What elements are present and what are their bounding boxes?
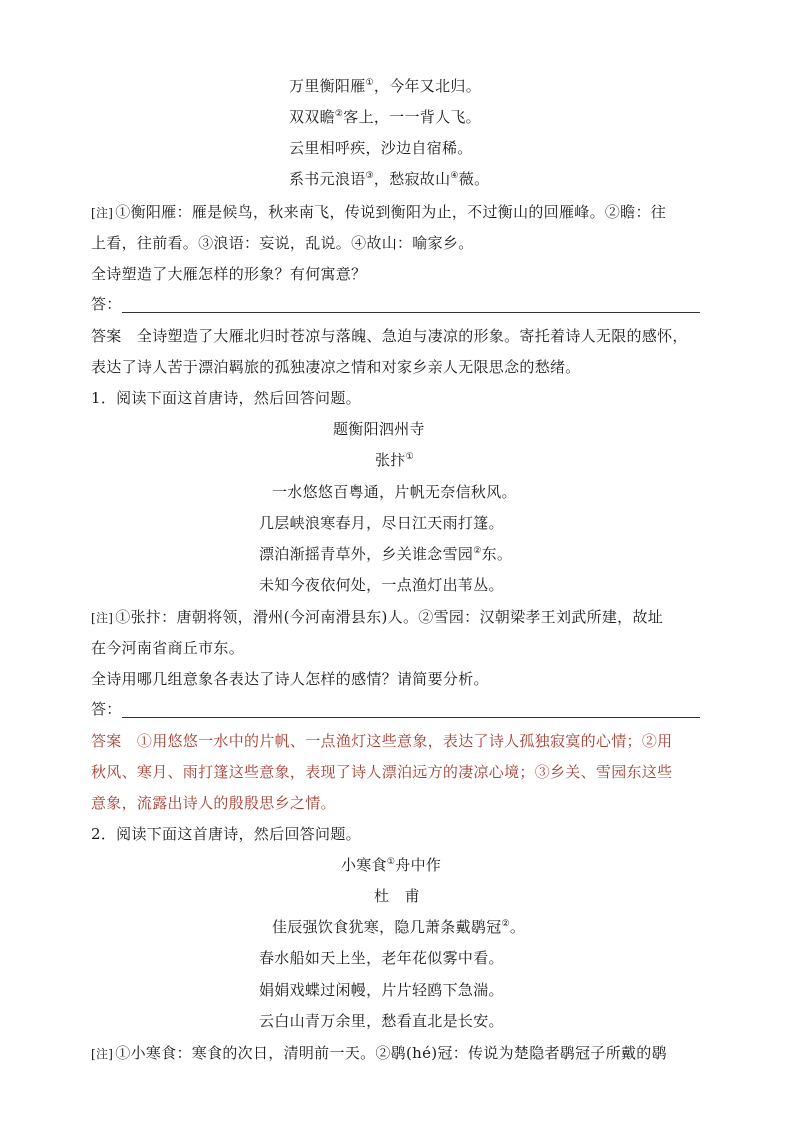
poem1-line-1: 万里衡阳雁①，今年又北归。	[289, 77, 481, 95]
poem1-line-4: 系书元浪语③，愁寂故山④薇。	[289, 170, 490, 188]
q1-answer-blank[interactable]	[122, 717, 700, 718]
q1-answer-line-3: 意象，流露出诗人的殷殷思乡之情。	[91, 794, 336, 812]
q1-intro: 1．阅读下面这首唐诗，然后回答问题。	[91, 389, 361, 407]
q1-answer-line-2: 秋风、寒月、雨打篷这些意象，表现了诗人漂泊远方的凄凉心境；③乡关、雪园东这些	[91, 763, 673, 781]
answer-label: 答案	[91, 327, 122, 345]
q1-poem-line-2: 几层峡浪寒春月，尽日江天雨打篷。	[259, 514, 504, 532]
q1-answer-prompt: 答：	[91, 700, 122, 718]
q2-poem-line-4: 云白山青万余里，愁看直北是长安。	[259, 1012, 504, 1030]
poem1-answer-line-2: 表达了诗人苦于漂泊羁旅的孤独凄凉之情和对家乡亲人无限思念的愁绪。	[91, 358, 581, 376]
q2-poem-line-3: 娟娟戏蝶过闲幔，片片轻鸥下急湍。	[259, 981, 504, 999]
q1-poem-line-3: 漂泊渐摇青草外，乡关谁念雪园②东。	[259, 545, 513, 563]
answer-label: 答案	[91, 732, 122, 750]
q2-intro: 2．阅读下面这首唐诗，然后回答问题。	[91, 825, 361, 843]
q1-answer-line-1: 答案 ①用悠悠一水中的片帆、一点渔灯这些意象，表达了诗人孤独寂寞的心情；②用	[91, 732, 673, 750]
q1-question: 全诗用哪几组意象各表达了诗人怎样的感情？请简要分析。	[91, 670, 489, 688]
note-tag: [注]	[91, 1047, 114, 1061]
q1-poem-line-1: 一水悠悠百粤通，片帆无奈信秋风。	[272, 483, 517, 501]
poem1-answer-blank[interactable]	[122, 312, 700, 313]
note-tag: [注]	[91, 611, 114, 625]
q2-title: 小寒食①舟中作	[341, 856, 442, 874]
q1-author: 张抃①	[375, 451, 414, 469]
poem1-question: 全诗塑造了大雁怎样的形象？有何寓意？	[91, 265, 367, 283]
q2-poem-line-2: 春水船如天上坐，老年花似雾中看。	[259, 949, 504, 967]
poem1-answer-line-1: 答案 全诗塑造了大雁北归时苍凉与落魄、急迫与凄凉的形象。寄托着诗人无限的感怀，	[91, 327, 688, 345]
poem1-note-line-1: [注] ①衡阳雁：雁是候鸟，秋来南飞，传说到衡阳为止，不过衡山的回雁峰。②瞻：往	[91, 203, 667, 221]
q1-note-line-1: [注] ①张抃：唐朝将领，滑州(今河南滑县东)人。②雪园：汉朝梁孝王刘武所建，故址	[91, 608, 664, 626]
q2-author: 杜 甫	[374, 887, 420, 905]
poem1-answer-prompt: 答：	[91, 295, 122, 313]
q2-poem-line-1: 佳辰强饮食犹寒，隐几萧条戴鹖冠②。	[272, 918, 526, 936]
poem1-note-line-2: 上看，往前看。③浪语：妄说，乱说。④故山：喻家乡。	[91, 234, 474, 252]
note-tag: [注]	[91, 206, 114, 220]
poem1-line-2: 双双瞻②客上，一一背人飞。	[289, 108, 481, 126]
q1-note-line-2: 在今河南省商丘市东。	[91, 639, 245, 657]
q2-note-line-1: [注] ①小寒食：寒食的次日，清明前一天。②鹖(hé)冠：传说为楚隐者鹖冠子所戴的鹖	[91, 1044, 667, 1062]
poem1-line-3: 云里相呼疾，沙边自宿稀。	[289, 139, 473, 157]
q1-title: 题衡阳泗州寺	[333, 420, 425, 438]
q1-poem-line-4: 未知今夜依何处，一点渔灯出苇丛。	[259, 576, 504, 594]
